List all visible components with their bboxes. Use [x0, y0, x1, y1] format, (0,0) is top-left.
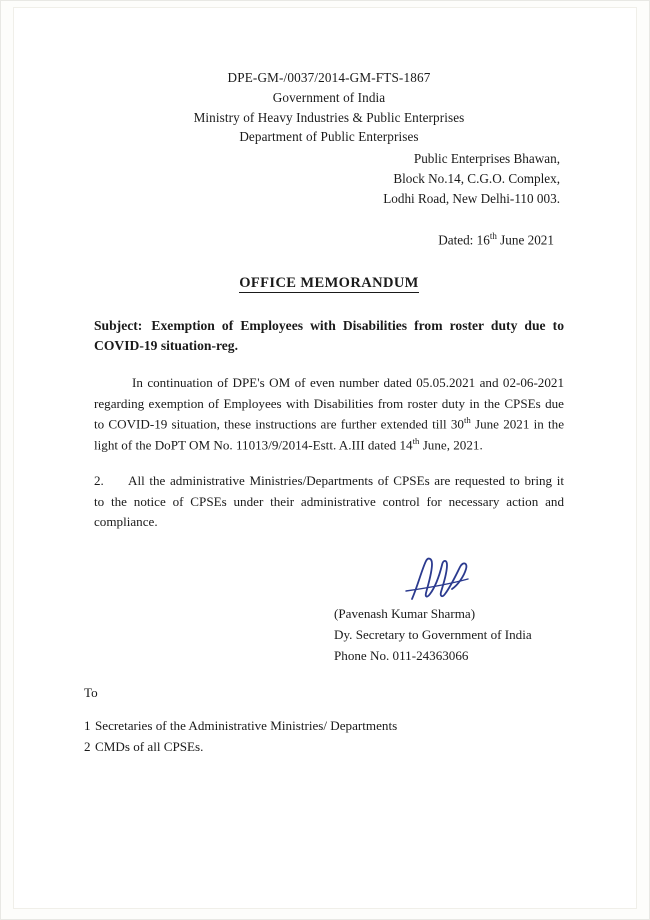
paragraph-2-text: All the administrative Ministries/Departments of CPSEs are requested to bring it to the notice of CPSEs under their administrative control for necessary action and compliance.	[94, 473, 564, 530]
address-line-3: Lodhi Road, New Delhi-110 003.	[383, 191, 560, 207]
header-line-ministry: Ministry of Heavy Industries & Public Enterprises	[193, 109, 465, 125]
paragraph-1-part-2: June 2021 in the light of the DoPT OM No. 11013/9/2014-Estt. A.III dated 14	[94, 416, 565, 453]
paper-sheet	[14, 8, 636, 908]
date-prefix: Dated: 16	[438, 232, 490, 248]
paragraph-1-part-1: In continuation of DPE's OM of even number dated 05.05.2021 and 02-06-2021 regarding exemption of Employees with Disabilities from roster duty in the CPSEs due to COVID-19 situation, these instructions are further extended till 30	[94, 375, 564, 432]
page-title	[94, 275, 564, 292]
date-suffix: June 2021	[496, 232, 554, 248]
signatory-phone: Phone No. 011-24363066	[334, 648, 469, 664]
date-ordinal: th	[489, 231, 497, 242]
subject-label: Subject:	[94, 317, 143, 333]
to-item-text: Secretaries of the Administrative Ministries/ Departments	[95, 717, 398, 733]
issuer-address	[94, 149, 564, 209]
to-label: To	[84, 684, 98, 700]
signatory-name: (Pavenash Kumar Sharma)	[334, 605, 476, 621]
list-item	[84, 736, 564, 757]
paragraph-1-part-3: June, 2021.	[419, 437, 483, 453]
signature-area	[94, 559, 564, 664]
address-line-2: Block No.14, C.G.O. Complex,	[393, 171, 560, 187]
header-line-department: Department of Public Enterprises	[239, 129, 419, 145]
header-line-government: Government of India	[272, 89, 386, 105]
file-number: DPE-GM-/0037/2014-GM-FTS-1867	[227, 70, 431, 85]
date-line	[94, 231, 564, 248]
to-item-index: 1	[84, 717, 91, 733]
page-title-text: OFFICE MEMORANDUM	[239, 274, 419, 291]
paragraph-2	[94, 471, 564, 532]
to-list	[84, 715, 564, 757]
letterhead	[94, 68, 564, 147]
document-content	[84, 68, 565, 757]
paragraph-1	[94, 373, 564, 455]
paragraph-2-number: 2.	[94, 473, 104, 489]
signatory-block	[322, 603, 564, 667]
paragraph-1-sup-1: th	[463, 414, 471, 425]
address-line-1: Public Enterprises Bhawan,	[413, 151, 560, 167]
subject-line	[94, 316, 564, 357]
to-item-index: 2	[84, 738, 91, 754]
to-item-text: CMDs of all CPSEs.	[95, 738, 204, 754]
handwritten-signature-icon	[402, 555, 472, 601]
paragraph-1-sup-2: th	[412, 435, 420, 446]
list-item	[84, 715, 564, 736]
subject-text: Exemption of Employees with Disabilities from roster duty due to COVID-19 situation-reg.	[94, 317, 564, 354]
signatory-designation: Dy. Secretary to Government of India	[334, 626, 532, 642]
